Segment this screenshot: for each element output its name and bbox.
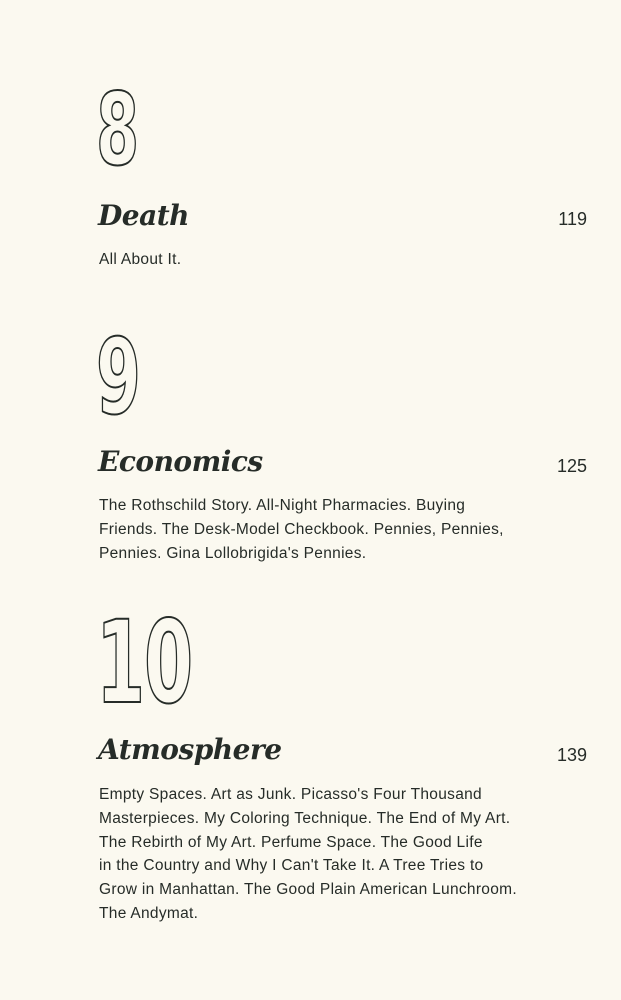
chapter-number: 8	[96, 71, 138, 188]
description-line: The Andymat.	[99, 904, 199, 922]
chapter-description	[99, 783, 599, 926]
chapter-description	[99, 494, 599, 565]
description-line: in the Country and Why I Can't Take It. A Tree Tries to	[99, 857, 484, 875]
description-line: All About It.	[99, 251, 182, 268]
chapter-title: Death	[98, 199, 190, 232]
description-line: The Rothschild Story. All-Night Pharmacies. Buying	[99, 497, 466, 514]
chapter-number: 10	[96, 596, 192, 729]
chapter-page-number: 139	[556, 745, 587, 765]
chapter-page-number: 125	[556, 456, 587, 476]
chapter-page-number: 119	[558, 209, 587, 229]
description-line: Masterpieces. My Coloring Technique. The End of My Art.	[99, 809, 511, 827]
description-line: Empty Spaces. Art as Junk. Picasso's Four Thousand	[99, 786, 482, 803]
description-line: Pennies. Gina Lollobrigida's Pennies.	[99, 544, 367, 562]
description-line: Friends. The Desk-Model Checkbook. Pennies, Pennies,	[99, 520, 504, 538]
chapter-title: Atmosphere	[98, 733, 282, 766]
chapter-description	[99, 248, 599, 272]
description-line: The Rebirth of My Art. Perfume Space. The Good Life	[99, 833, 483, 851]
description-line: Grow in Manhattan. The Good Plain American Lunchroom.	[99, 881, 517, 899]
chapter-title: Economics	[98, 445, 263, 478]
chapter-number: 9	[96, 316, 140, 438]
